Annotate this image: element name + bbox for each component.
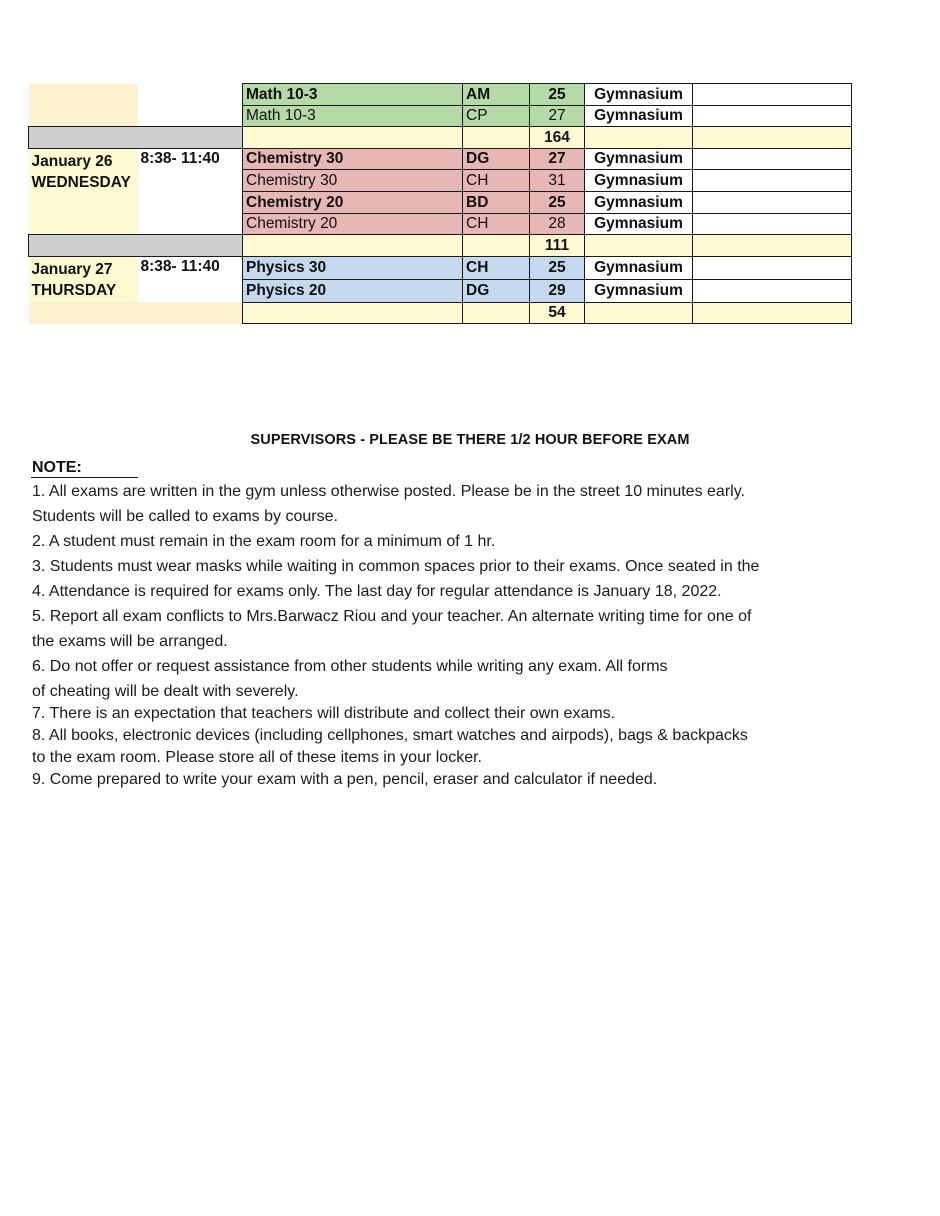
room-cell: Gymnasium bbox=[585, 256, 693, 279]
blank-cell bbox=[693, 170, 852, 192]
blank-cell bbox=[693, 256, 852, 279]
count-cell: 25 bbox=[530, 256, 585, 279]
date-cell bbox=[29, 256, 138, 302]
course-cell: Physics 30 bbox=[243, 256, 463, 279]
note-line: 8. All books, electronic devices (including cellphones, smart watches and airpods), bags & backpacks bbox=[32, 727, 748, 744]
blank-cell bbox=[243, 127, 463, 149]
teacher-cell: CH bbox=[463, 256, 530, 279]
total-count-cell: 54 bbox=[530, 302, 585, 324]
notes-list bbox=[32, 483, 852, 803]
exam-day: THURSDAY bbox=[31, 282, 117, 300]
blank-cell bbox=[243, 302, 463, 324]
course-cell: Chemistry 20 bbox=[243, 191, 463, 213]
exam-schedule-table bbox=[28, 83, 852, 324]
room-cell: Gymnasium bbox=[585, 213, 693, 235]
blank-cell bbox=[585, 127, 693, 149]
count-cell: 28 bbox=[530, 213, 585, 235]
exam-day: WEDNESDAY bbox=[31, 174, 131, 192]
blank-cell bbox=[243, 235, 463, 257]
blank-cell bbox=[693, 213, 852, 235]
exam-date: January 26 bbox=[31, 152, 113, 170]
count-cell: 27 bbox=[530, 105, 585, 127]
separator-cell bbox=[29, 235, 243, 257]
blank-cell bbox=[693, 302, 852, 324]
note-line: 6. Do not offer or request assistance from other students while writing any exam. All forms bbox=[32, 658, 668, 675]
note-line: Students will be called to exams by course. bbox=[32, 508, 338, 525]
count-cell: 25 bbox=[530, 84, 585, 106]
count-cell: 29 bbox=[530, 279, 585, 302]
count-cell: 25 bbox=[530, 191, 585, 213]
course-cell: Physics 20 bbox=[243, 279, 463, 302]
teacher-cell: AM bbox=[463, 84, 530, 106]
course-cell: Math 10-3 bbox=[243, 105, 463, 127]
course-cell: Math 10-3 bbox=[243, 84, 463, 106]
time-cell bbox=[138, 256, 243, 302]
supervisors-notice: SUPERVISORS - PLEASE BE THERE 1/2 HOUR BEFORE EXAM bbox=[250, 432, 690, 448]
room-cell: Gymnasium bbox=[585, 279, 693, 302]
total-row bbox=[29, 127, 852, 149]
teacher-cell: DG bbox=[463, 148, 530, 170]
note-underline bbox=[31, 477, 138, 478]
blank-cell bbox=[585, 302, 693, 324]
time-cell bbox=[138, 84, 243, 127]
teacher-cell: CP bbox=[463, 105, 530, 127]
separator-cell bbox=[29, 127, 243, 149]
count-cell: 27 bbox=[530, 148, 585, 170]
count-cell: 31 bbox=[530, 170, 585, 192]
total-row bbox=[29, 302, 852, 324]
teacher-cell: CH bbox=[463, 213, 530, 235]
total-count-cell: 164 bbox=[530, 127, 585, 149]
note-line: 4. Attendance is required for exams only. The last day for regular attendance is January 18, 2022. bbox=[32, 583, 722, 600]
blank-cell bbox=[693, 127, 852, 149]
note-line: to the exam room. Please store all of these items in your locker. bbox=[32, 749, 482, 766]
blank-cell bbox=[693, 148, 852, 170]
total-count-cell: 111 bbox=[530, 235, 585, 257]
note-line: 3. Students must wear masks while waiting in common spaces prior to their exams. Once seated in the bbox=[32, 558, 760, 575]
time-cell bbox=[138, 148, 243, 234]
room-cell: Gymnasium bbox=[585, 105, 693, 127]
blank-cell bbox=[693, 191, 852, 213]
blank-cell bbox=[463, 127, 530, 149]
course-cell: Chemistry 30 bbox=[243, 170, 463, 192]
note-line: 2. A student must remain in the exam room for a minimum of 1 hr. bbox=[32, 533, 496, 550]
blank-cell bbox=[693, 105, 852, 127]
room-cell: Gymnasium bbox=[585, 84, 693, 106]
date-cell bbox=[29, 84, 138, 127]
teacher-cell: CH bbox=[463, 170, 530, 192]
note-line: 1. All exams are written in the gym unless otherwise posted. Please be in the street 10 minutes early. bbox=[32, 483, 745, 500]
room-cell: Gymnasium bbox=[585, 148, 693, 170]
blank-cell bbox=[693, 279, 852, 302]
exam-time: 8:38- 11:40 bbox=[140, 149, 220, 167]
table-row bbox=[29, 256, 852, 279]
total-row bbox=[29, 235, 852, 257]
room-cell: Gymnasium bbox=[585, 191, 693, 213]
blank-cell bbox=[585, 235, 693, 257]
exam-date: January 27 bbox=[31, 260, 113, 278]
blank-cell bbox=[693, 235, 852, 257]
note-heading: NOTE: bbox=[32, 459, 82, 476]
blank-cell bbox=[463, 235, 530, 257]
blank-cell bbox=[693, 84, 852, 106]
note-line: 9. Come prepared to write your exam with a pen, pencil, eraser and calculator if needed. bbox=[32, 771, 658, 788]
date-cell bbox=[29, 148, 138, 234]
note-line: the exams will be arranged. bbox=[32, 633, 228, 650]
table-row bbox=[29, 148, 852, 170]
note-line: 5. Report all exam conflicts to Mrs.Barwacz Riou and your teacher. An alternate writing time for one of bbox=[32, 608, 752, 625]
exam-time: 8:38- 11:40 bbox=[140, 257, 220, 275]
blank-cell bbox=[463, 302, 530, 324]
separator-cell bbox=[29, 302, 243, 324]
course-cell: Chemistry 20 bbox=[243, 213, 463, 235]
note-line: of cheating will be dealt with severely. bbox=[32, 683, 299, 700]
teacher-cell: BD bbox=[463, 191, 530, 213]
room-cell: Gymnasium bbox=[585, 170, 693, 192]
table-row bbox=[29, 84, 852, 106]
note-line: 7. There is an expectation that teachers will distribute and collect their own exams. bbox=[32, 705, 616, 722]
teacher-cell: DG bbox=[463, 279, 530, 302]
course-cell: Chemistry 30 bbox=[243, 148, 463, 170]
